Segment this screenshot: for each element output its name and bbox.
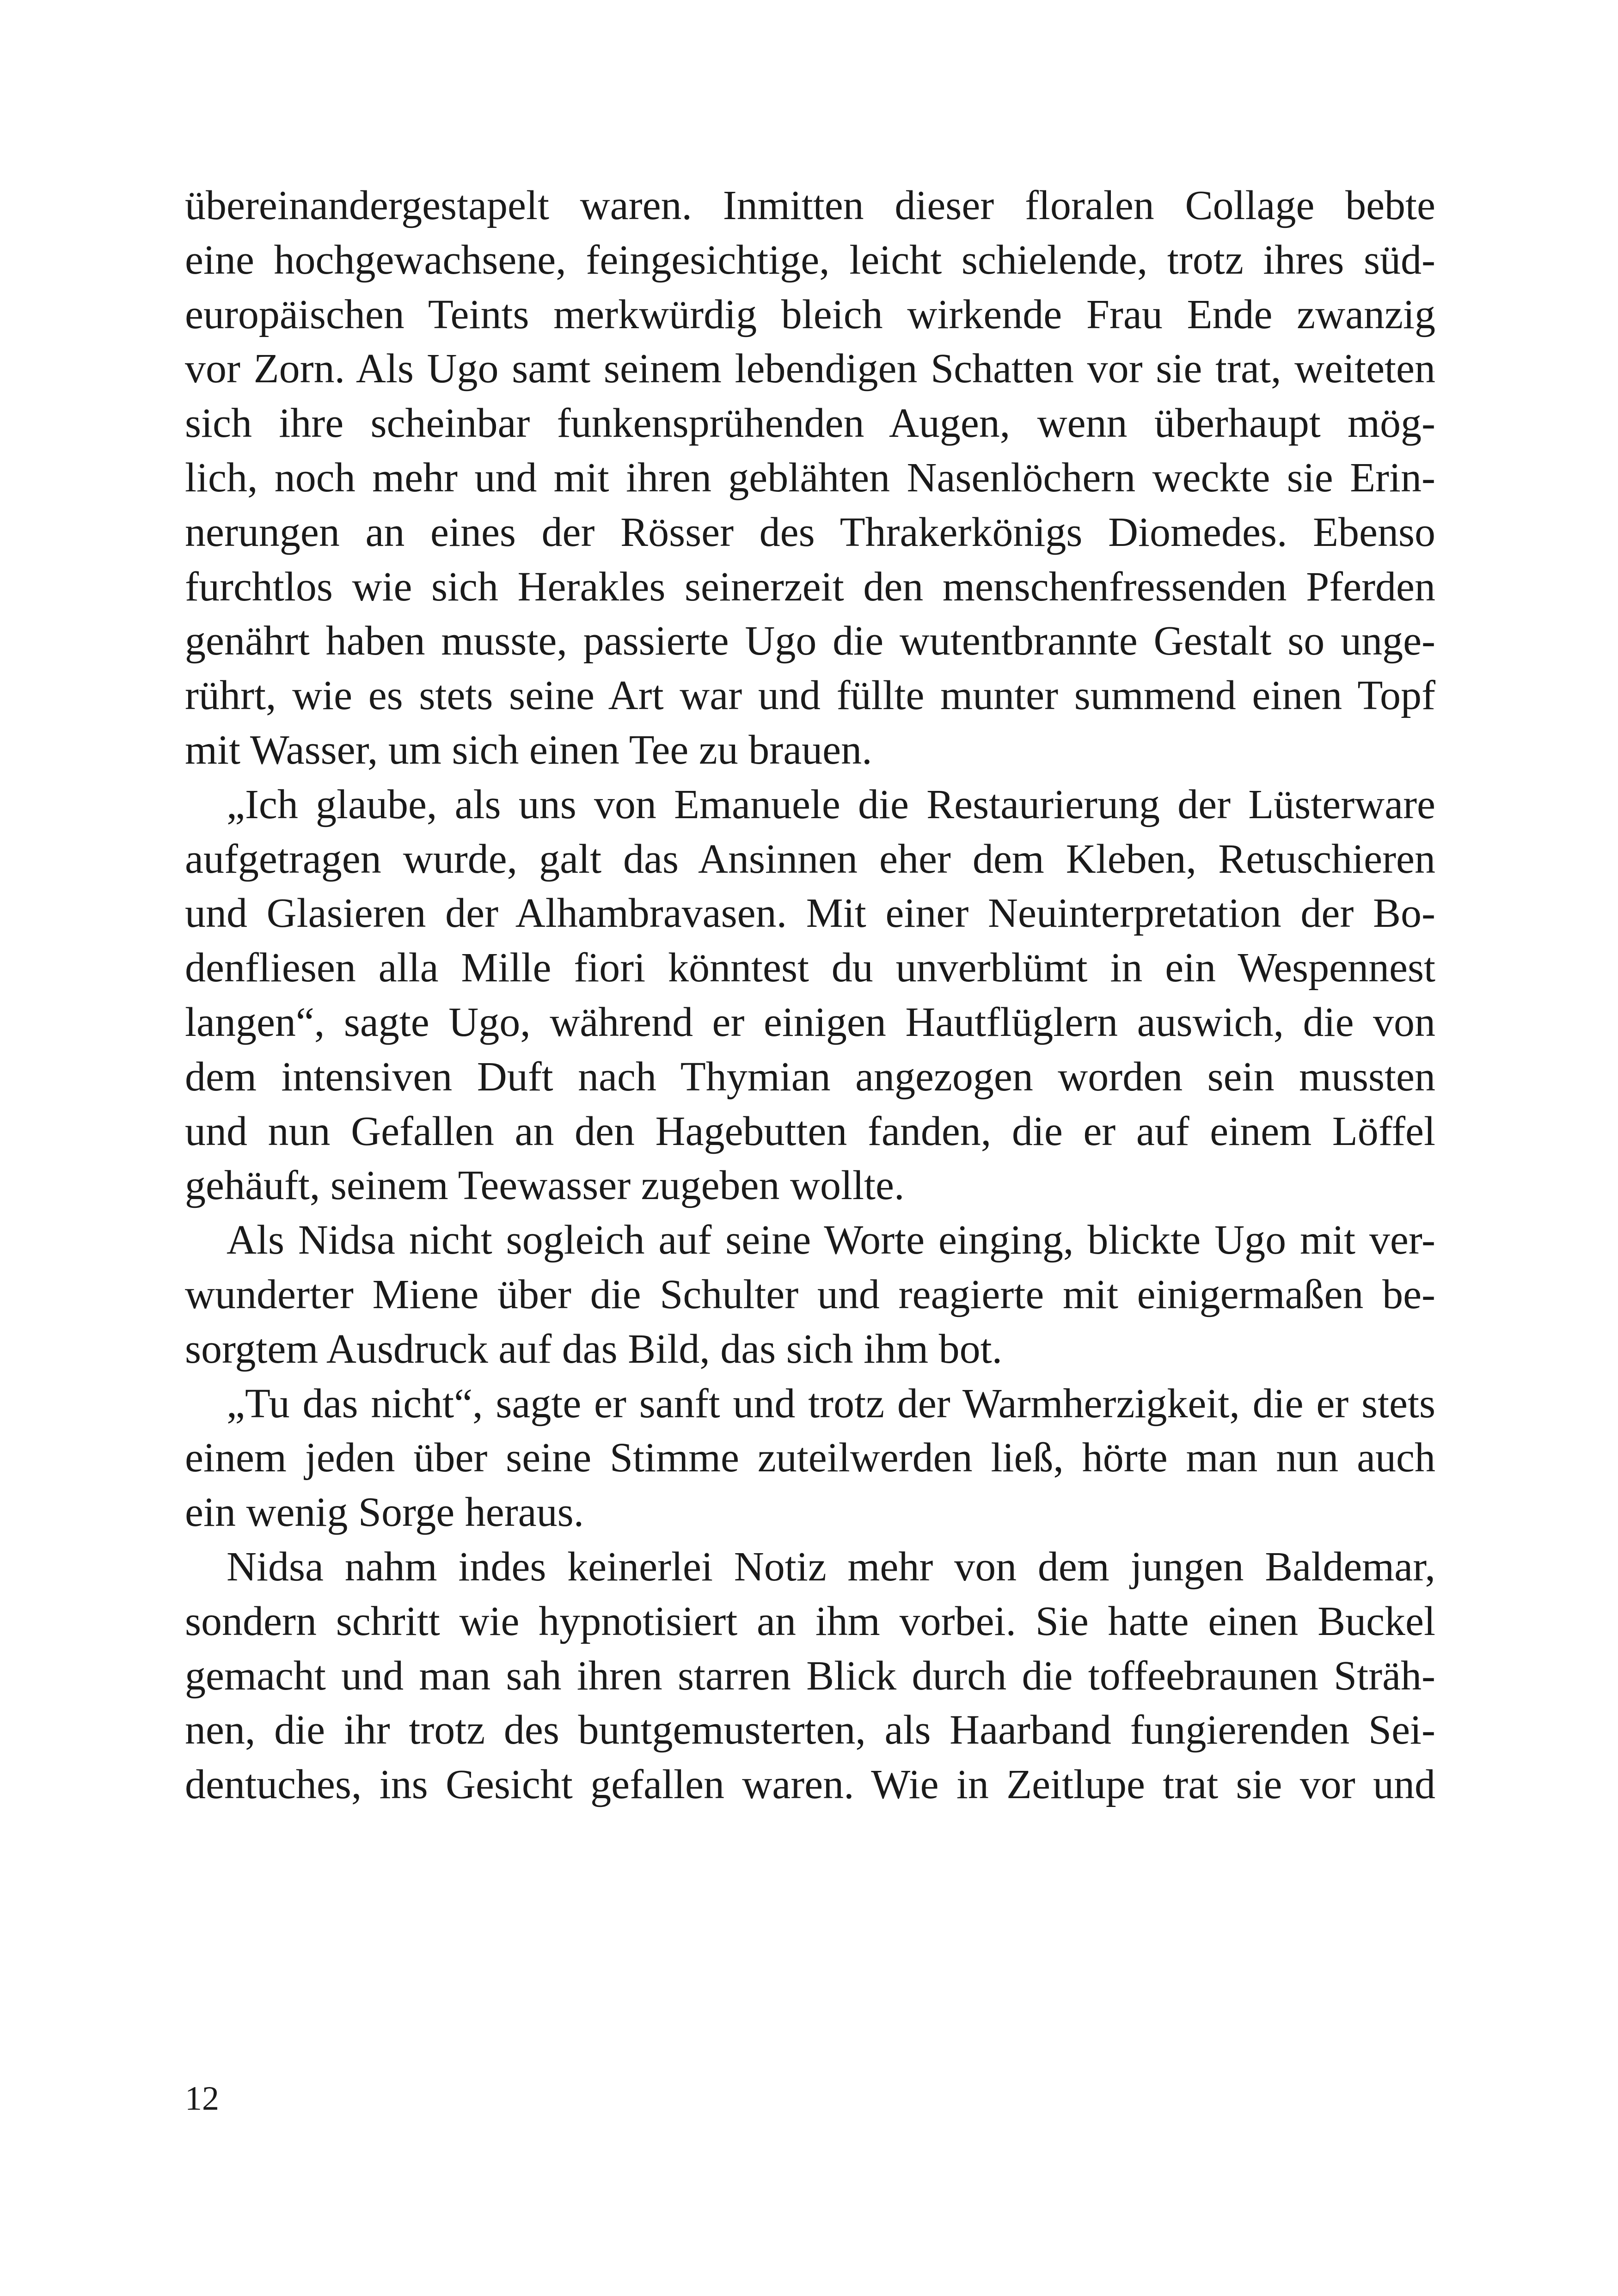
text-line: nen, die ihr trotz des buntgemusterten, als Haarband fungierenden Sei- — [185, 1707, 1435, 1753]
text-line: sondern schritt wie hypnotisiert an ihm vorbei. Sie hatte einen Buckel — [185, 1598, 1435, 1644]
text-line: nerungen an eines der Rösser des Thrakerkönigs Diomedes. Ebenso — [185, 509, 1435, 555]
text-line: gehäuft, seinem Teewasser zugeben wollte. — [185, 1163, 905, 1209]
text-line: sich ihre scheinbar funkensprühenden Augen, wenn überhaupt mög- — [185, 400, 1435, 447]
text-line: genährt haben musste, passierte Ugo die wutentbrannte Gestalt so unge- — [185, 618, 1435, 664]
text-line: Nidsa nahm indes keinerlei Notiz mehr von dem jungen Baldemar, — [227, 1543, 1435, 1590]
text-line: übereinandergestapelt waren. Inmitten dieser floralen Collage bebte — [185, 183, 1435, 228]
text-line: mit Wasser, um sich einen Tee zu brauen. — [185, 727, 872, 773]
text-line: lich, noch mehr und mit ihren geblähten Nasenlöchern weckte sie Erin- — [185, 454, 1435, 501]
text-line: und Glasieren der Alhambravasen. Mit einer Neuinterpretation der Bo- — [185, 890, 1435, 937]
text-line: ein wenig Sorge heraus. — [185, 1489, 584, 1536]
text-line: wunderter Miene über die Schulter und reagierte mit einigermaßen be- — [185, 1271, 1435, 1317]
text-line: furchtlos wie sich Herakles seinerzeit den menschenfressenden Pferden — [185, 563, 1435, 610]
page-number: 12 — [185, 2080, 219, 2118]
text-line: europäischen Teints merkwürdig bleich wirkende Frau Ende zwanzig — [185, 291, 1435, 337]
text-line: gemacht und man sah ihren starren Blick durch die toffeebraunen Sträh- — [185, 1653, 1435, 1699]
text-line: vor Zorn. Als Ugo samt seinem lebendigen Schatten vor sie trat, weiteten — [185, 346, 1435, 392]
text-line: „Ich glaube, als uns von Emanuele die Restaurierung der Lüsterware — [227, 781, 1435, 827]
text-line: aufgetragen wurde, galt das Ansinnen eher dem Kleben, Retuschieren — [185, 836, 1435, 882]
text-line: eine hochgewachsene, feingesichtige, leicht schielende, trotz ihres süd- — [185, 237, 1435, 283]
text-line: „Tu das nicht“, sagte er sanft und trotz der Warmherzigkeit, die er stets — [227, 1380, 1435, 1427]
text-line: dentuches, ins Gesicht gefallen waren. Wie in Zeitlupe trat sie vor und — [185, 1762, 1435, 1808]
text-line: dem intensiven Duft nach Thymian angezogen worden sein mussten — [185, 1053, 1435, 1100]
text-line: denfliesen alla Mille fiori könntest du unverblümt in ein Wespennest — [185, 945, 1435, 991]
text-line: und nun Gefallen an den Hagebutten fanden, die er auf einem Löffel — [185, 1108, 1435, 1154]
text-line: rührt, wie es stets seine Art war und füllte munter summend einen Topf — [185, 673, 1435, 719]
body-text — [185, 178, 1435, 1812]
text-line: Als Nidsa nicht sogleich auf seine Worte einging, blickte Ugo mit ver- — [227, 1217, 1435, 1263]
text-line: einem jeden über seine Stimme zuteilwerden ließ, hörte man nun auch — [185, 1435, 1435, 1481]
text-line: langen“, sagte Ugo, während er einigen Hautflüglern auswich, die von — [185, 999, 1435, 1045]
text-line: sorgtem Ausdruck auf das Bild, das sich ihm bot. — [185, 1326, 1003, 1372]
